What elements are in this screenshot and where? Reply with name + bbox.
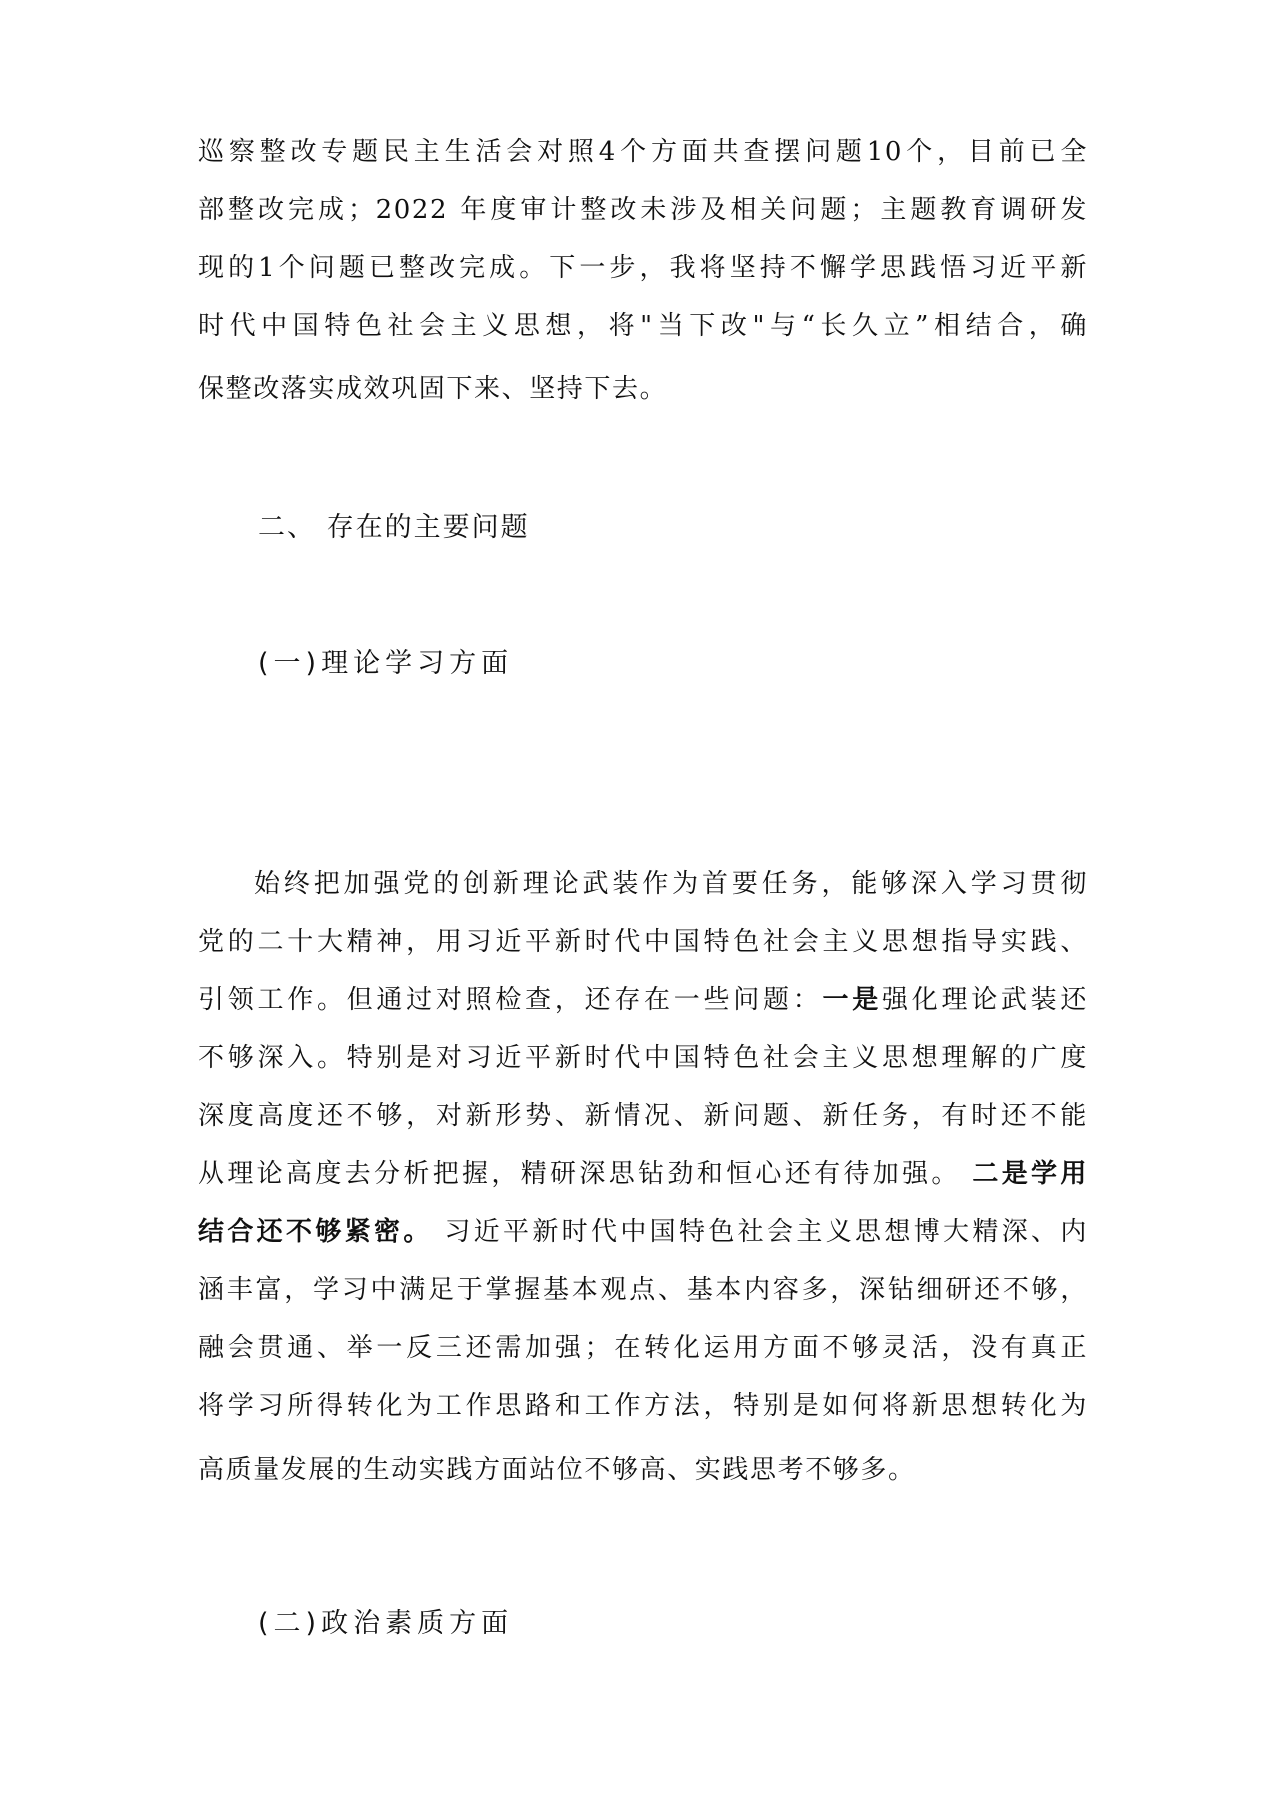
paragraph-line: 时代中国特色社会主义思想，将"当下改"与“长久立”相结合，确 bbox=[198, 311, 1088, 341]
paragraph-line bbox=[198, 983, 1088, 1017]
paragraph-line: 将学习所得转化为工作思路和工作方法，特别是如何将新思想转化为 bbox=[198, 1391, 1088, 1421]
paragraph-line: 保整改落实成效巩固下来、坚持下去。 bbox=[198, 374, 668, 404]
paragraph-line: 不够深入。特别是对习近平新时代中国特色社会主义思想理解的广度 bbox=[198, 1043, 1088, 1073]
text-span: 引领工作。但通过对照检查，还存在一些问题： bbox=[198, 985, 823, 1015]
paragraph-line: 部整改完成；2022 年度审计整改未涉及相关问题；主题教育调研发 bbox=[198, 195, 1088, 225]
paragraph-line: 高质量发展的生动实践方面站位不够高、实践思考不够多。 bbox=[198, 1455, 916, 1485]
paragraph-line: 党的二十大精神，用习近平新时代中国特色社会主义思想指导实践、 bbox=[198, 927, 1088, 957]
paragraph-line: 现的1个问题已整改完成。下一步，我将坚持不懈学思践悟习近平新 bbox=[198, 253, 1088, 283]
text-span: 习近平新时代中国特色社会主义思想博大精深、内 bbox=[444, 1217, 1088, 1247]
subsection-heading-theory: (一)理论学习方面 bbox=[258, 648, 514, 679]
paragraph-line bbox=[198, 1215, 1088, 1249]
paragraph-line: 融会贯通、举一反三还需加强；在转化运用方面不够灵活，没有真正 bbox=[198, 1333, 1088, 1363]
emphasis-first-point: 一是 bbox=[822, 985, 882, 1015]
section-heading: 二、 存在的主要问题 bbox=[258, 512, 530, 543]
paragraph-line: 始终把加强党的创新理论武装作为首要任务，能够深入学习贯彻 bbox=[254, 869, 1088, 899]
emphasis-second-point: 二是学用 bbox=[972, 1159, 1088, 1189]
emphasis-second-point-cont: 结合还不够紧密。 bbox=[198, 1217, 433, 1247]
paragraph-line: 巡察整改专题民主生活会对照4个方面共查摆问题10个，目前已全 bbox=[198, 137, 1088, 167]
paragraph-line bbox=[198, 1157, 1088, 1191]
paragraph-line: 深度高度还不够，对新形势、新情况、新问题、新任务，有时还不能 bbox=[198, 1101, 1088, 1131]
text-span: 从理论高度去分析把握，精研深思钻劲和恒心还有待加强。 bbox=[198, 1159, 961, 1189]
text-span: 强化理论武装还 bbox=[881, 985, 1089, 1015]
paragraph-line: 涵丰富，学习中满足于掌握基本观点、基本内容多，深钻细研还不够， bbox=[198, 1275, 1088, 1305]
subsection-heading-political: (二)政治素质方面 bbox=[258, 1608, 514, 1639]
